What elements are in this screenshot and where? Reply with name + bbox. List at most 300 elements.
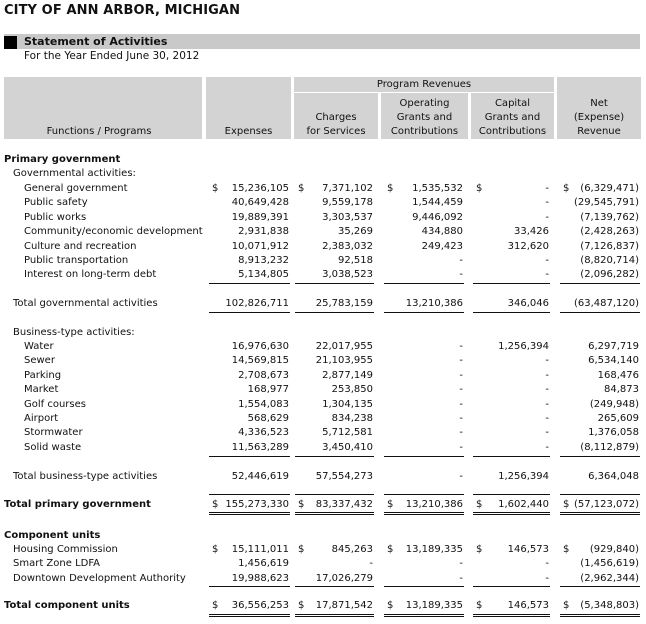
cell-charges <box>298 498 373 512</box>
cell-net <box>563 225 639 239</box>
value-charges: 83,337,432 <box>315 499 373 510</box>
value-capital: - <box>545 427 549 439</box>
value-charges: 35,269 <box>338 226 373 238</box>
cell-expenses <box>212 383 289 397</box>
cell-net <box>563 383 639 397</box>
page-title: CITY OF ANN ARBOR, MICHIGAN <box>4 3 241 18</box>
value-capital: 1,256,394 <box>498 341 549 352</box>
value-expenses: 568,629 <box>247 413 289 424</box>
cell-charges <box>298 369 373 383</box>
value-operating: - <box>459 355 463 367</box>
header-program-revenues: Program Revenues <box>376 79 472 90</box>
currency-symbol: $ <box>476 499 483 510</box>
value-charges: 22,017,955 <box>315 341 373 352</box>
row-label: Stormwater <box>24 427 83 439</box>
underline-rule <box>473 494 550 495</box>
cell-capital <box>476 297 549 311</box>
cell-charges <box>298 268 373 282</box>
cell-operating <box>387 268 463 282</box>
cell-charges <box>298 354 373 368</box>
cell-expenses <box>212 211 289 225</box>
currency-symbol: $ <box>476 600 483 611</box>
value-expenses: 52,446,619 <box>231 471 289 482</box>
value-net: 168,476 <box>597 369 639 381</box>
cell-capital <box>476 543 549 557</box>
underline-rule <box>295 494 374 495</box>
currency-symbol: $ <box>476 183 483 194</box>
cell-expenses <box>212 426 289 440</box>
underline-rule <box>209 312 290 313</box>
component-row <box>0 557 646 571</box>
double-underline-rule <box>384 514 464 515</box>
currency-symbol: $ <box>212 183 219 194</box>
underline-rule <box>560 614 640 615</box>
double-underline-rule <box>295 514 374 515</box>
header-capital-line2: Grants and <box>484 112 541 123</box>
underline-rule <box>295 312 374 313</box>
cell-operating <box>387 441 463 455</box>
value-expenses: 4,336,523 <box>238 427 289 439</box>
value-capital: - <box>545 398 549 410</box>
cell-capital <box>476 599 549 613</box>
cell-capital <box>476 441 549 455</box>
cell-capital <box>476 557 549 571</box>
value-expenses: 8,913,232 <box>238 255 289 266</box>
governmental-row <box>0 211 646 225</box>
currency-symbol: $ <box>298 544 305 555</box>
value-net: (29,545,791) <box>573 197 639 209</box>
value-expenses: 5,134,805 <box>238 269 289 281</box>
currency-symbol: $ <box>212 600 219 611</box>
value-operating: - <box>459 269 463 281</box>
cell-capital <box>476 412 549 426</box>
cell-net <box>563 369 639 383</box>
cell-charges <box>298 240 373 254</box>
value-net: (2,962,344) <box>580 572 639 584</box>
value-expenses: 16,976,630 <box>231 341 289 352</box>
value-net: (6,329,471) <box>580 183 639 194</box>
currency-symbol: $ <box>563 544 570 555</box>
value-expenses: 2,708,673 <box>238 369 289 381</box>
value-net: 265,609 <box>597 413 639 424</box>
double-underline-rule <box>209 514 290 515</box>
currency-symbol: $ <box>563 600 570 611</box>
cell-expenses <box>212 412 289 426</box>
value-expenses: 36,556,253 <box>231 600 289 611</box>
header-net-line1: Net <box>590 98 608 109</box>
currency-symbol: $ <box>298 183 305 194</box>
value-net: (249,948) <box>589 398 639 410</box>
value-capital: - <box>545 269 549 281</box>
cell-capital <box>476 383 549 397</box>
cell-expenses <box>212 340 289 354</box>
currency-symbol: $ <box>387 499 394 510</box>
cell-operating <box>387 498 463 512</box>
governmental-row <box>0 225 646 239</box>
value-expenses: 40,649,428 <box>231 197 289 209</box>
business-row <box>0 383 646 397</box>
value-expenses: 15,111,011 <box>231 544 289 555</box>
cell-charges <box>298 557 373 571</box>
cell-operating <box>387 398 463 412</box>
cell-capital <box>476 470 549 484</box>
value-capital: - <box>545 255 549 266</box>
cell-expenses <box>212 254 289 268</box>
cell-net <box>563 211 639 225</box>
underline-rule <box>295 283 374 284</box>
underline-rule <box>384 512 464 513</box>
cell-net <box>563 426 639 440</box>
cell-charges <box>298 599 373 613</box>
value-expenses: 155,273,330 <box>225 499 289 510</box>
value-capital: - <box>545 211 549 223</box>
value-operating: 13,189,335 <box>405 544 463 555</box>
currency-symbol: $ <box>387 600 394 611</box>
value-operating: - <box>459 413 463 424</box>
section-component-units: Component units <box>4 530 101 541</box>
cell-capital <box>476 254 549 268</box>
underline-rule <box>560 312 640 313</box>
business-row <box>0 426 646 440</box>
cell-expenses <box>212 196 289 210</box>
cell-charges <box>298 412 373 426</box>
value-expenses: 168,977 <box>247 384 289 396</box>
cell-net <box>563 354 639 368</box>
row-label: Solid waste <box>24 441 82 453</box>
value-operating: - <box>459 427 463 439</box>
value-charges: - <box>369 558 373 570</box>
row-label: Culture and recreation <box>24 240 137 252</box>
cell-charges <box>298 297 373 311</box>
value-charges: 9,559,178 <box>322 197 373 209</box>
value-net: (57,123,072) <box>573 499 639 510</box>
double-underline-rule <box>384 616 464 617</box>
currency-symbol: $ <box>298 600 305 611</box>
cell-expenses <box>212 599 289 613</box>
value-operating: - <box>459 255 463 266</box>
value-operating: 13,210,386 <box>405 499 463 510</box>
value-net: (929,840) <box>589 544 639 555</box>
cell-expenses <box>212 225 289 239</box>
cell-charges <box>298 470 373 484</box>
value-operating: 9,446,092 <box>412 211 463 223</box>
underline-rule <box>560 494 640 495</box>
underline-rule <box>209 456 290 457</box>
cell-expenses <box>212 369 289 383</box>
section-primary-government: Primary government <box>4 154 121 165</box>
value-expenses: 15,236,105 <box>231 183 289 194</box>
cell-charges <box>298 572 373 586</box>
value-operating: - <box>459 572 463 584</box>
cell-charges <box>298 398 373 412</box>
row-label: Total governmental activities <box>13 298 158 309</box>
header-charges-line2: for Services <box>306 126 366 137</box>
value-expenses: 10,071,912 <box>231 240 289 252</box>
cell-expenses <box>212 354 289 368</box>
cell-operating <box>387 599 463 613</box>
cell-capital <box>476 268 549 282</box>
cell-capital <box>476 354 549 368</box>
business-row <box>0 398 646 412</box>
header-operating-line2: Grants and <box>396 112 453 123</box>
total-component-row <box>0 599 646 613</box>
header-operating-line3: Contributions <box>390 126 459 137</box>
cell-expenses <box>212 572 289 586</box>
header-net-line3: Revenue <box>577 126 621 137</box>
total-governmental-row <box>0 297 646 311</box>
business-row <box>0 340 646 354</box>
value-capital: 312,620 <box>507 240 549 252</box>
row-label: Airport <box>24 413 59 424</box>
cell-capital <box>476 182 549 196</box>
cell-capital <box>476 196 549 210</box>
row-label: Total primary government <box>4 499 151 510</box>
row-label: Public transportation <box>24 255 129 266</box>
value-net: (1,456,619) <box>580 558 639 570</box>
currency-symbol: $ <box>563 183 570 194</box>
cell-charges <box>298 211 373 225</box>
underline-rule <box>209 494 290 495</box>
row-label: Public safety <box>24 197 88 209</box>
header-expenses: Expenses <box>224 126 273 137</box>
underline-rule <box>473 586 550 587</box>
cell-capital <box>476 211 549 225</box>
value-expenses: 19,988,623 <box>231 572 289 584</box>
underline-rule <box>209 586 290 587</box>
statement-period: For the Year Ended June 30, 2012 <box>24 50 200 62</box>
component-row <box>0 572 646 586</box>
value-net: 1,376,058 <box>588 427 639 439</box>
value-capital: 146,573 <box>507 544 549 555</box>
cell-net <box>563 297 639 311</box>
cell-capital <box>476 498 549 512</box>
cell-charges <box>298 441 373 455</box>
business-row <box>0 412 646 426</box>
value-capital: - <box>545 183 549 194</box>
row-label: Market <box>24 384 59 396</box>
cell-expenses <box>212 498 289 512</box>
cell-expenses <box>212 557 289 571</box>
value-charges: 1,304,135 <box>322 398 373 410</box>
value-charges: 21,103,955 <box>315 355 373 367</box>
cell-capital <box>476 426 549 440</box>
cell-capital <box>476 240 549 254</box>
value-capital: - <box>545 384 549 396</box>
value-charges: 3,303,537 <box>322 211 373 223</box>
currency-symbol: $ <box>387 544 394 555</box>
double-underline-rule <box>560 514 640 515</box>
value-capital: - <box>545 558 549 570</box>
value-charges: 3,038,523 <box>322 269 373 281</box>
currency-symbol: $ <box>387 183 394 194</box>
cell-net <box>563 470 639 484</box>
cell-expenses <box>212 182 289 196</box>
value-expenses: 1,554,083 <box>238 398 289 410</box>
row-label: Sewer <box>24 355 55 367</box>
underline-rule <box>384 614 464 615</box>
cell-expenses <box>212 240 289 254</box>
value-operating: - <box>459 384 463 396</box>
double-underline-rule <box>209 616 290 617</box>
value-charges: 2,877,149 <box>322 369 373 381</box>
currency-symbol: $ <box>212 544 219 555</box>
currency-symbol: $ <box>563 499 570 510</box>
value-operating: 13,210,386 <box>405 298 463 309</box>
value-expenses: 11,563,289 <box>231 441 289 453</box>
currency-symbol: $ <box>476 544 483 555</box>
value-capital: - <box>545 369 549 381</box>
cell-operating <box>387 572 463 586</box>
value-charges: 57,554,273 <box>315 471 373 482</box>
cell-capital <box>476 572 549 586</box>
underline-rule <box>384 456 464 457</box>
underline-rule <box>209 614 290 615</box>
governmental-row <box>0 254 646 268</box>
underline-rule <box>295 456 374 457</box>
underline-rule <box>209 512 290 513</box>
cell-operating <box>387 254 463 268</box>
value-expenses: 2,931,838 <box>238 226 289 238</box>
value-capital: 1,602,440 <box>498 499 549 510</box>
header-charges <box>294 111 378 139</box>
value-capital: 33,426 <box>514 226 549 238</box>
header-charges-line1: Charges <box>315 112 357 123</box>
underline-rule <box>384 586 464 587</box>
cell-operating <box>387 182 463 196</box>
header-operating <box>381 97 468 139</box>
header-capital-line1: Capital <box>494 98 531 109</box>
value-operating: - <box>459 441 463 453</box>
underline-rule <box>560 283 640 284</box>
cell-expenses <box>212 398 289 412</box>
value-capital: - <box>545 355 549 367</box>
double-underline-rule <box>473 616 550 617</box>
value-capital: - <box>545 413 549 424</box>
value-expenses: 19,889,391 <box>231 211 289 223</box>
value-net: (2,428,263) <box>580 226 639 238</box>
header-net <box>557 97 641 139</box>
underline-rule <box>384 312 464 313</box>
value-charges: 2,383,032 <box>322 240 373 252</box>
value-operating: - <box>459 398 463 410</box>
value-net: (2,096,282) <box>580 269 639 281</box>
cell-net <box>563 441 639 455</box>
value-net: 6,534,140 <box>588 355 639 367</box>
value-charges: 253,850 <box>331 384 373 396</box>
value-net: (5,348,803) <box>580 600 639 611</box>
value-charges: 845,263 <box>331 544 373 555</box>
row-label: General government <box>24 183 128 194</box>
cell-expenses <box>212 297 289 311</box>
statement-title: Statement of Activities <box>24 35 168 48</box>
row-label: Public works <box>24 211 87 223</box>
value-operating: - <box>459 341 463 352</box>
cell-net <box>563 182 639 196</box>
cell-operating <box>387 297 463 311</box>
value-capital: - <box>545 572 549 584</box>
cell-net <box>563 599 639 613</box>
total-business-row <box>0 470 646 484</box>
cell-net <box>563 557 639 571</box>
governmental-row <box>0 240 646 254</box>
cell-net <box>563 543 639 557</box>
value-operating: - <box>459 471 463 482</box>
value-expenses: 102,826,711 <box>225 298 289 309</box>
value-operating: 249,423 <box>421 240 463 252</box>
cell-operating <box>387 412 463 426</box>
value-charges: 17,871,542 <box>315 600 373 611</box>
header-operating-line1: Operating <box>399 98 450 109</box>
row-label: Total business-type activities <box>13 471 158 482</box>
cell-net <box>563 240 639 254</box>
double-underline-rule <box>560 616 640 617</box>
cell-charges <box>298 340 373 354</box>
value-charges: 17,026,279 <box>315 572 373 584</box>
cell-expenses <box>212 441 289 455</box>
double-underline-rule <box>473 514 550 515</box>
cell-operating <box>387 470 463 484</box>
value-net: (7,126,837) <box>580 240 639 252</box>
value-capital: 1,256,394 <box>498 471 549 482</box>
underline-rule <box>209 283 290 284</box>
cell-charges <box>298 254 373 268</box>
underline-rule <box>473 456 550 457</box>
value-net: (8,820,714) <box>580 255 639 266</box>
underline-rule <box>473 283 550 284</box>
value-operating: 434,880 <box>421 226 463 238</box>
underline-rule <box>560 456 640 457</box>
cell-capital <box>476 369 549 383</box>
underline-rule <box>473 614 550 615</box>
cell-operating <box>387 543 463 557</box>
cell-net <box>563 498 639 512</box>
cell-operating <box>387 211 463 225</box>
cell-net <box>563 196 639 210</box>
row-label: Total component units <box>4 600 130 611</box>
cell-operating <box>387 369 463 383</box>
cell-charges <box>298 426 373 440</box>
cell-operating <box>387 383 463 397</box>
value-charges: 25,783,159 <box>315 298 373 309</box>
value-operating: - <box>459 558 463 570</box>
value-expenses: 1,456,619 <box>238 558 289 570</box>
cell-charges <box>298 225 373 239</box>
value-operating: - <box>459 369 463 381</box>
underline-rule <box>560 512 640 513</box>
governmental-row <box>0 196 646 210</box>
row-label: Parking <box>24 369 62 381</box>
row-label: Water <box>24 341 54 352</box>
section-business-activities: Business-type activities: <box>13 327 135 338</box>
section-governmental-activities: Governmental activities: <box>13 168 136 179</box>
cell-net <box>563 268 639 282</box>
value-net: 6,364,048 <box>588 471 639 482</box>
cell-net <box>563 340 639 354</box>
value-capital: 146,573 <box>507 600 549 611</box>
header-functions: Functions / Programs <box>46 126 152 137</box>
cell-operating <box>387 354 463 368</box>
cell-expenses <box>212 268 289 282</box>
business-row <box>0 369 646 383</box>
underline-rule <box>473 512 550 513</box>
value-capital: - <box>545 197 549 209</box>
title-marker <box>4 36 17 49</box>
underline-rule <box>560 586 640 587</box>
row-label: Golf courses <box>24 398 86 410</box>
value-capital: - <box>545 441 549 453</box>
value-operating: 13,189,335 <box>405 600 463 611</box>
cell-operating <box>387 557 463 571</box>
